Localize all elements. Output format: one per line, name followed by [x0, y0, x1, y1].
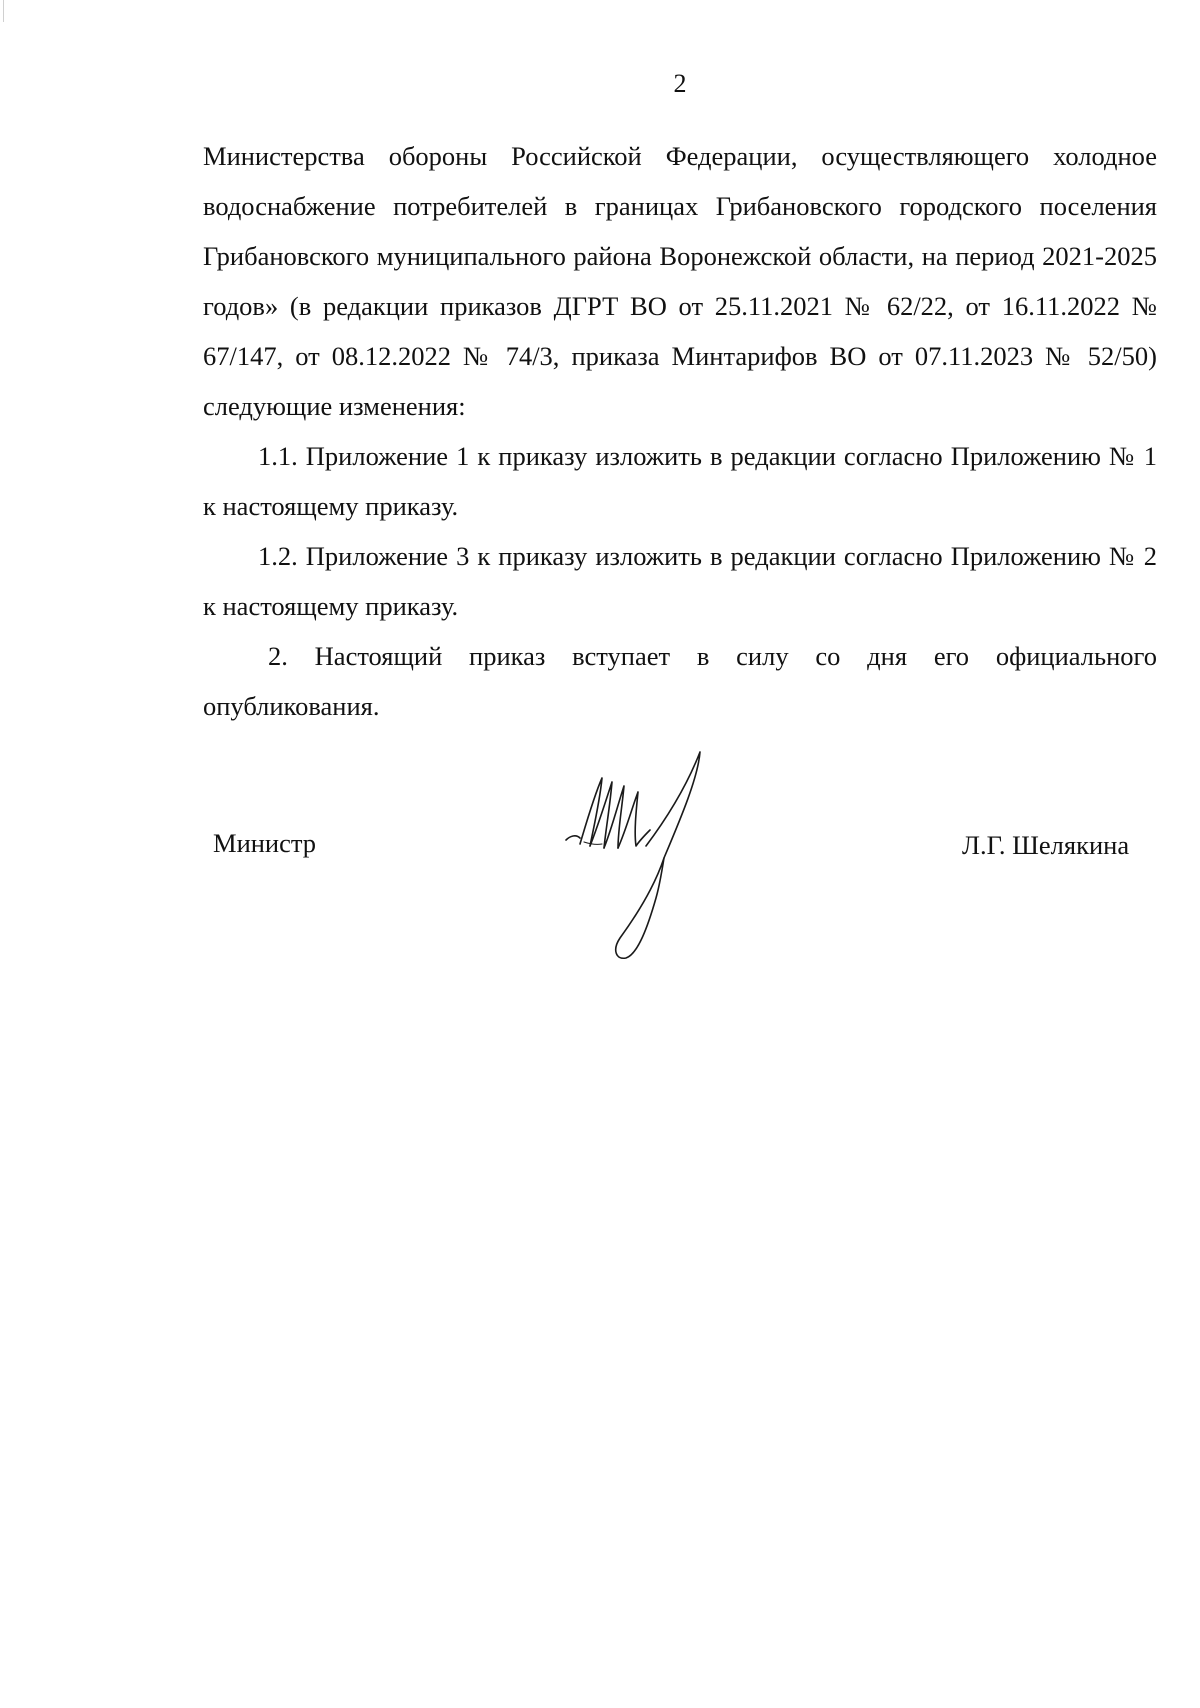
- paragraph-item-1-2: 1.2. Приложение 3 к приказу изложить в редакции согласно Приложению № 2 к настоящему приказу.: [203, 541, 1157, 621]
- paragraph-item-2: 2. Настоящий приказ вступает в силу со дня его официального опубликования.: [203, 641, 1157, 721]
- scan-edge-mark: [3, 0, 4, 22]
- document-body: [203, 131, 1157, 731]
- paragraph-item-1-1: 1.1. Приложение 1 к приказу изложить в редакции согласно Приложению № 1 к настоящему приказу.: [203, 441, 1157, 521]
- signatory-position: Министр: [213, 828, 317, 858]
- handwritten-signature: [560, 748, 730, 978]
- signatory-name: Л.Г. Шелякина: [962, 830, 1130, 860]
- paragraph-continuation: Министерства обороны Российской Федерации, осуществляющего холодное водоснабжение потребителей в границах Грибановского городского поселения Грибановского муниципального района Воронежской области, на период 2021-2025 годов» (в редакции приказов ДГРТ ВО от 25.11.2021 № 62/22, от 16.11.2022 № 67/147, от 08.12.2022 № 74/3, приказа Минтарифов ВО от 07.11.2023 № 52/50) следующие изменения:: [203, 141, 1157, 421]
- page-number: 2: [673, 69, 687, 98]
